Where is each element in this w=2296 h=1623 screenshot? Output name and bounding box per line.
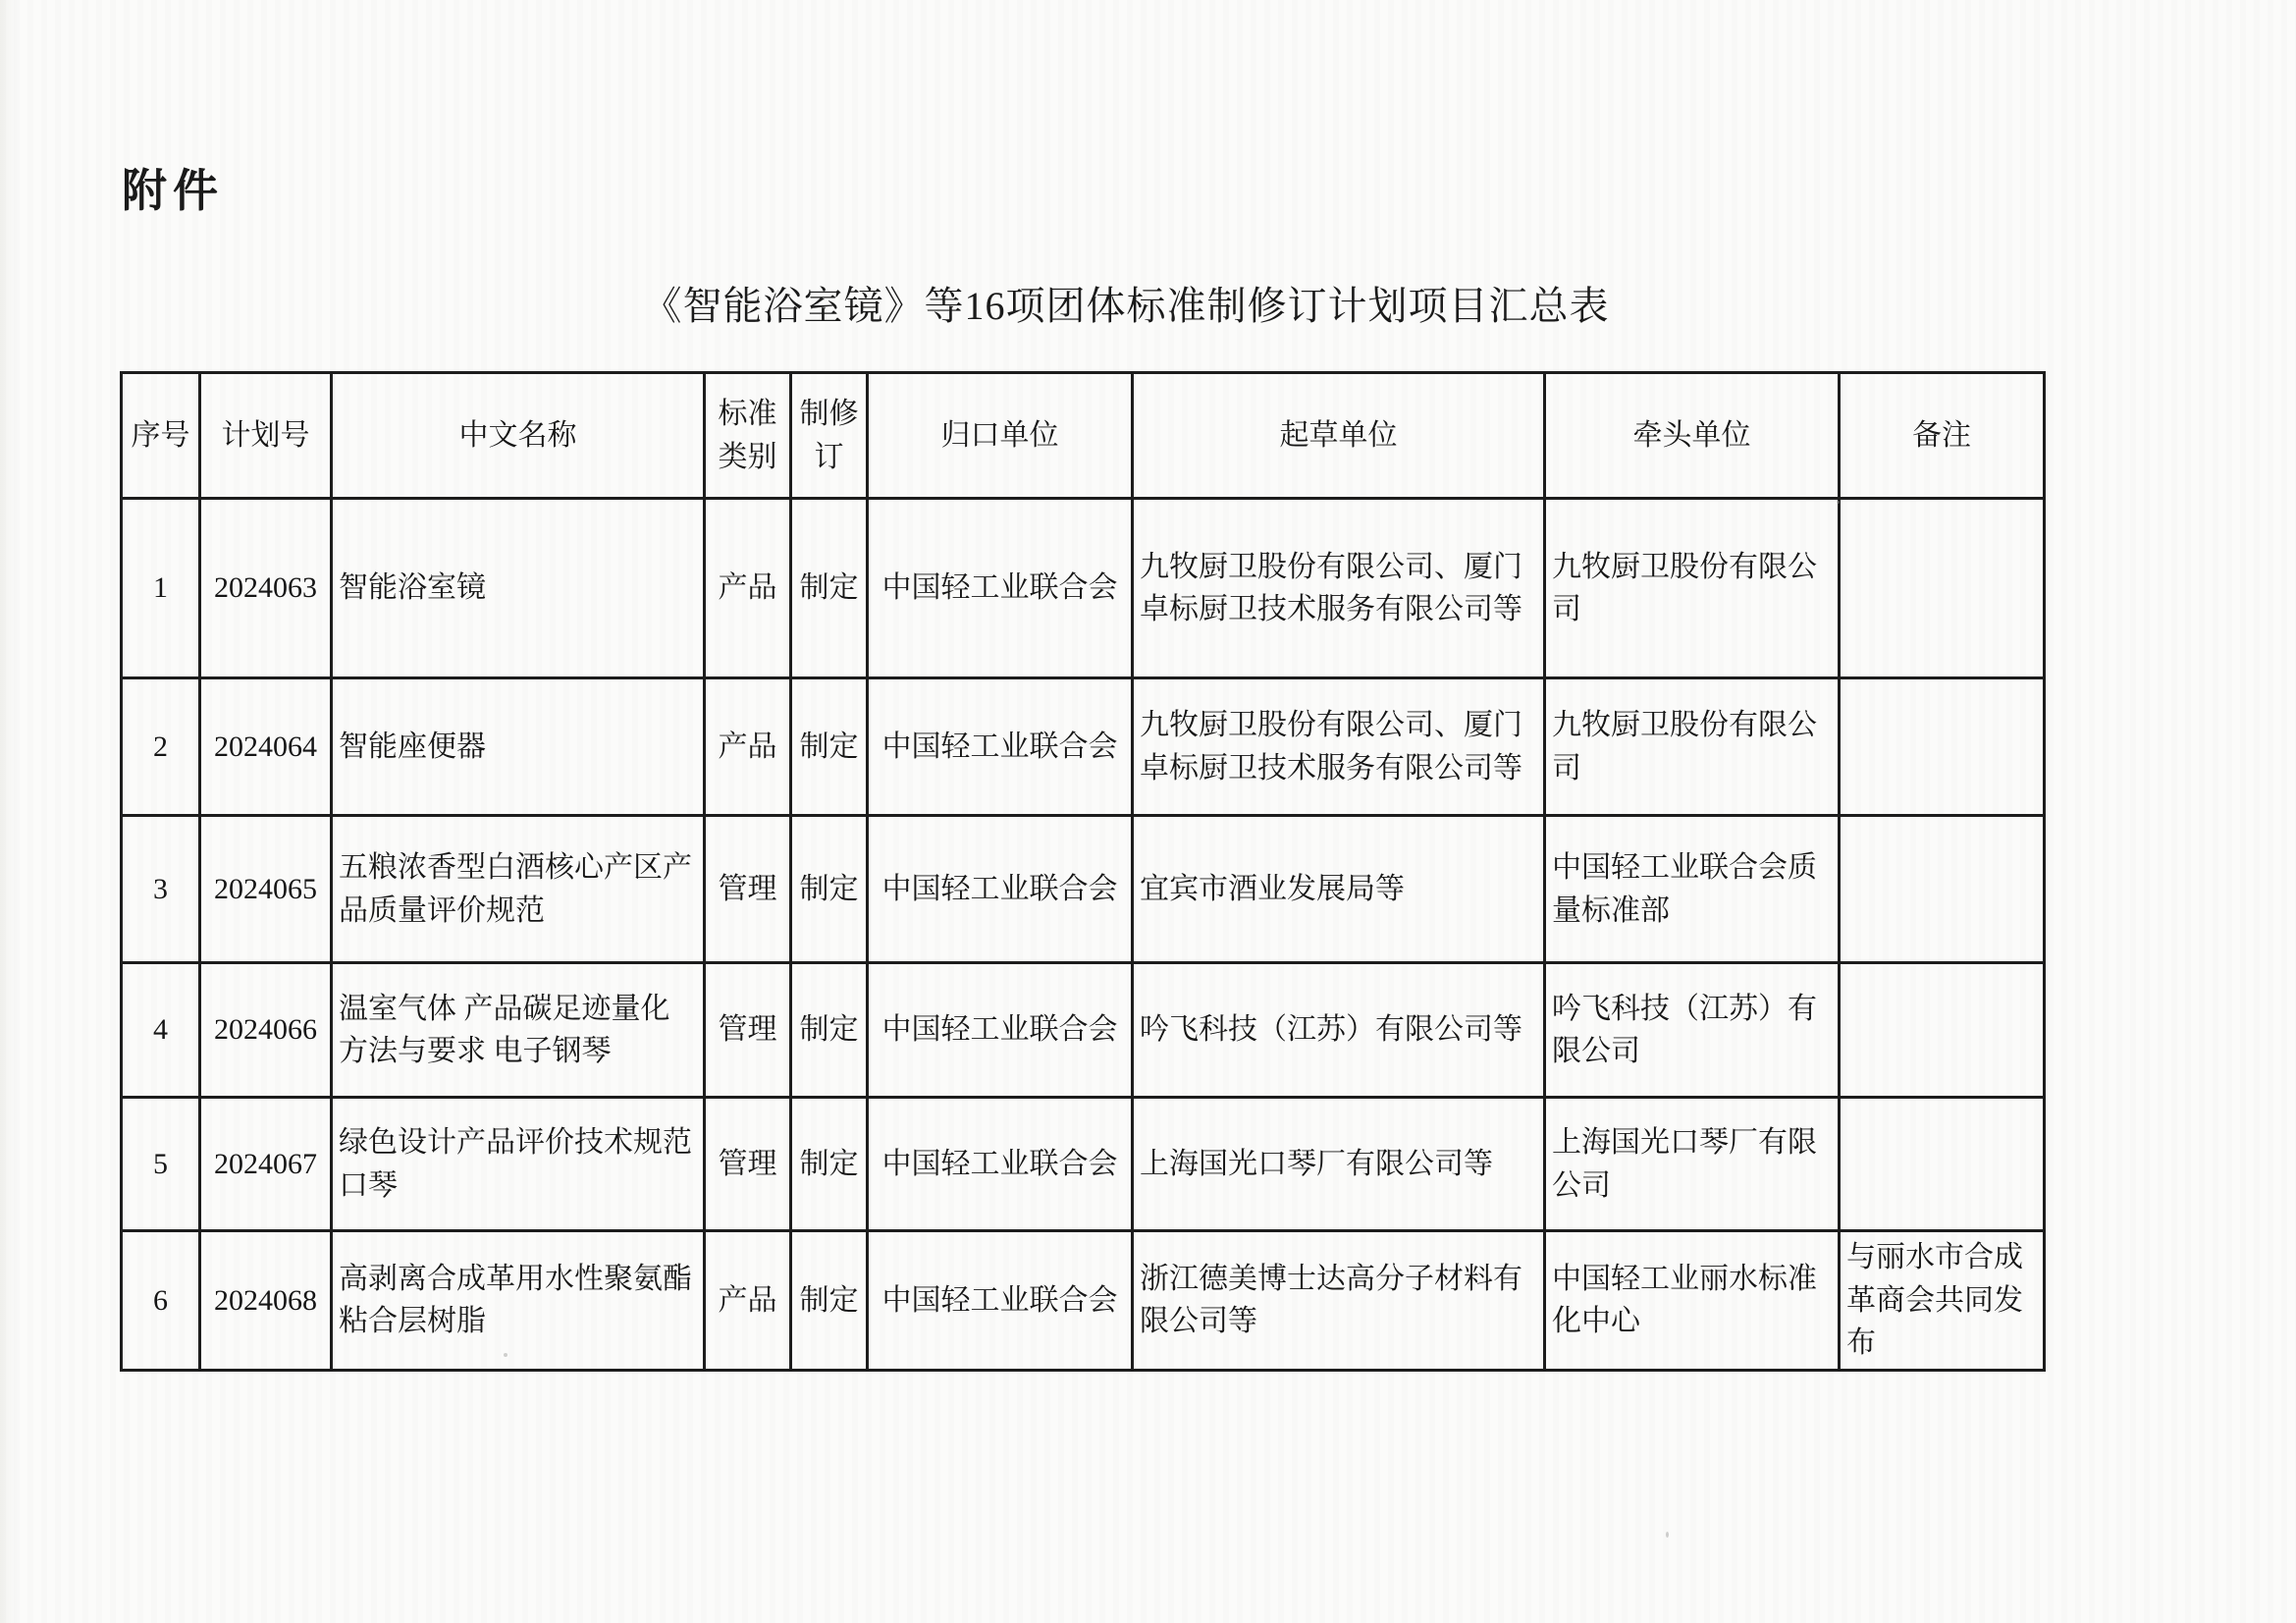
cell-revision: 制定 xyxy=(791,816,868,963)
cell-authority: 中国轻工业联合会 xyxy=(868,816,1133,963)
scan-speck xyxy=(1837,501,1840,504)
header-cell-authority: 归口单位 xyxy=(868,373,1133,499)
cell-authority: 中国轻工业联合会 xyxy=(868,1098,1133,1231)
cell-name: 绿色设计产品评价技术规范 口琴 xyxy=(332,1098,705,1231)
cell-plan-no: 2024067 xyxy=(200,1098,332,1231)
table-row xyxy=(122,816,2045,963)
cell-seq: 3 xyxy=(122,816,200,963)
cell-seq: 4 xyxy=(122,963,200,1098)
cell-category: 产品 xyxy=(705,1231,791,1371)
cell-lead-unit: 中国轻工业联合会质量标准部 xyxy=(1545,816,1840,963)
cell-remarks xyxy=(1840,816,2045,963)
cell-revision: 制定 xyxy=(791,499,868,678)
cell-remarks xyxy=(1840,1098,2045,1231)
cell-name: 智能座便器 xyxy=(332,678,705,816)
cell-seq: 6 xyxy=(122,1231,200,1371)
header-cell-revision: 制修订 xyxy=(791,373,868,499)
cell-drafting-unit: 吟飞科技（江苏）有限公司等 xyxy=(1133,963,1545,1098)
cell-remarks xyxy=(1840,678,2045,816)
cell-category: 管理 xyxy=(705,816,791,963)
cell-remarks xyxy=(1840,499,2045,678)
table-row xyxy=(122,1231,2045,1371)
table-row xyxy=(122,678,2045,816)
cell-seq: 1 xyxy=(122,499,200,678)
cell-lead-unit: 中国轻工业丽水标准化中心 xyxy=(1545,1231,1840,1371)
cell-seq: 2 xyxy=(122,678,200,816)
cell-category: 产品 xyxy=(705,499,791,678)
cell-category: 管理 xyxy=(705,963,791,1098)
cell-authority: 中国轻工业联合会 xyxy=(868,963,1133,1098)
cell-authority: 中国轻工业联合会 xyxy=(868,499,1133,678)
attachment-label: 附件 xyxy=(122,165,224,216)
table-body xyxy=(122,499,2045,1371)
standards-summary-table xyxy=(120,371,2046,1372)
cell-drafting-unit: 浙江德美博士达高分子材料有限公司等 xyxy=(1133,1231,1545,1371)
cell-drafting-unit: 宜宾市酒业发展局等 xyxy=(1133,816,1545,963)
cell-lead-unit: 九牧厨卫股份有限公司 xyxy=(1545,678,1840,816)
cell-category: 产品 xyxy=(705,678,791,816)
header-cell-lead-unit: 牵头单位 xyxy=(1545,373,1840,499)
header-row xyxy=(122,373,2045,499)
table-row xyxy=(122,963,2045,1098)
cell-authority: 中国轻工业联合会 xyxy=(868,1231,1133,1371)
header-cell-remarks: 备注 xyxy=(1840,373,2045,499)
header-cell-drafting-unit: 起草单位 xyxy=(1133,373,1545,499)
cell-lead-unit: 九牧厨卫股份有限公司 xyxy=(1545,499,1840,678)
cell-drafting-unit: 上海国光口琴厂有限公司等 xyxy=(1133,1098,1545,1231)
cell-remarks xyxy=(1840,963,2045,1098)
table-row xyxy=(122,1098,2045,1231)
scan-speck xyxy=(504,1353,507,1357)
header-cell-seq: 序号 xyxy=(122,373,200,499)
cell-revision: 制定 xyxy=(791,963,868,1098)
cell-name: 智能浴室镜 xyxy=(332,499,705,678)
cell-remarks: 与丽水市合成革商会共同发布 xyxy=(1840,1231,2045,1371)
cell-lead-unit: 吟飞科技（江苏）有限公司 xyxy=(1545,963,1840,1098)
cell-plan-no: 2024064 xyxy=(200,678,332,816)
cell-plan-no: 2024068 xyxy=(200,1231,332,1371)
cell-revision: 制定 xyxy=(791,678,868,816)
header-cell-name: 中文名称 xyxy=(332,373,705,499)
cell-seq: 5 xyxy=(122,1098,200,1231)
cell-authority: 中国轻工业联合会 xyxy=(868,678,1133,816)
cell-name: 五粮浓香型白酒核心产区产品质量评价规范 xyxy=(332,816,705,963)
cell-name: 高剥离合成革用水性聚氨酯粘合层树脂 xyxy=(332,1231,705,1371)
table-header xyxy=(122,373,2045,499)
cell-lead-unit: 上海国光口琴厂有限公司 xyxy=(1545,1098,1840,1231)
page-title: 《智能浴室镜》等16项团体标准制修订计划项目汇总表 xyxy=(642,284,1610,328)
cell-plan-no: 2024066 xyxy=(200,963,332,1098)
cell-name: 温室气体 产品碳足迹量化方法与要求 电子钢琴 xyxy=(332,963,705,1098)
header-cell-category: 标准类别 xyxy=(705,373,791,499)
scan-speck xyxy=(1666,1532,1669,1538)
cell-drafting-unit: 九牧厨卫股份有限公司、厦门卓标厨卫技术服务有限公司等 xyxy=(1133,678,1545,816)
cell-revision: 制定 xyxy=(791,1231,868,1371)
cell-revision: 制定 xyxy=(791,1098,868,1231)
header-cell-plan-no: 计划号 xyxy=(200,373,332,499)
cell-plan-no: 2024063 xyxy=(200,499,332,678)
table-row xyxy=(122,499,2045,678)
cell-plan-no: 2024065 xyxy=(200,816,332,963)
cell-drafting-unit: 九牧厨卫股份有限公司、厦门卓标厨卫技术服务有限公司等 xyxy=(1133,499,1545,678)
cell-category: 管理 xyxy=(705,1098,791,1231)
